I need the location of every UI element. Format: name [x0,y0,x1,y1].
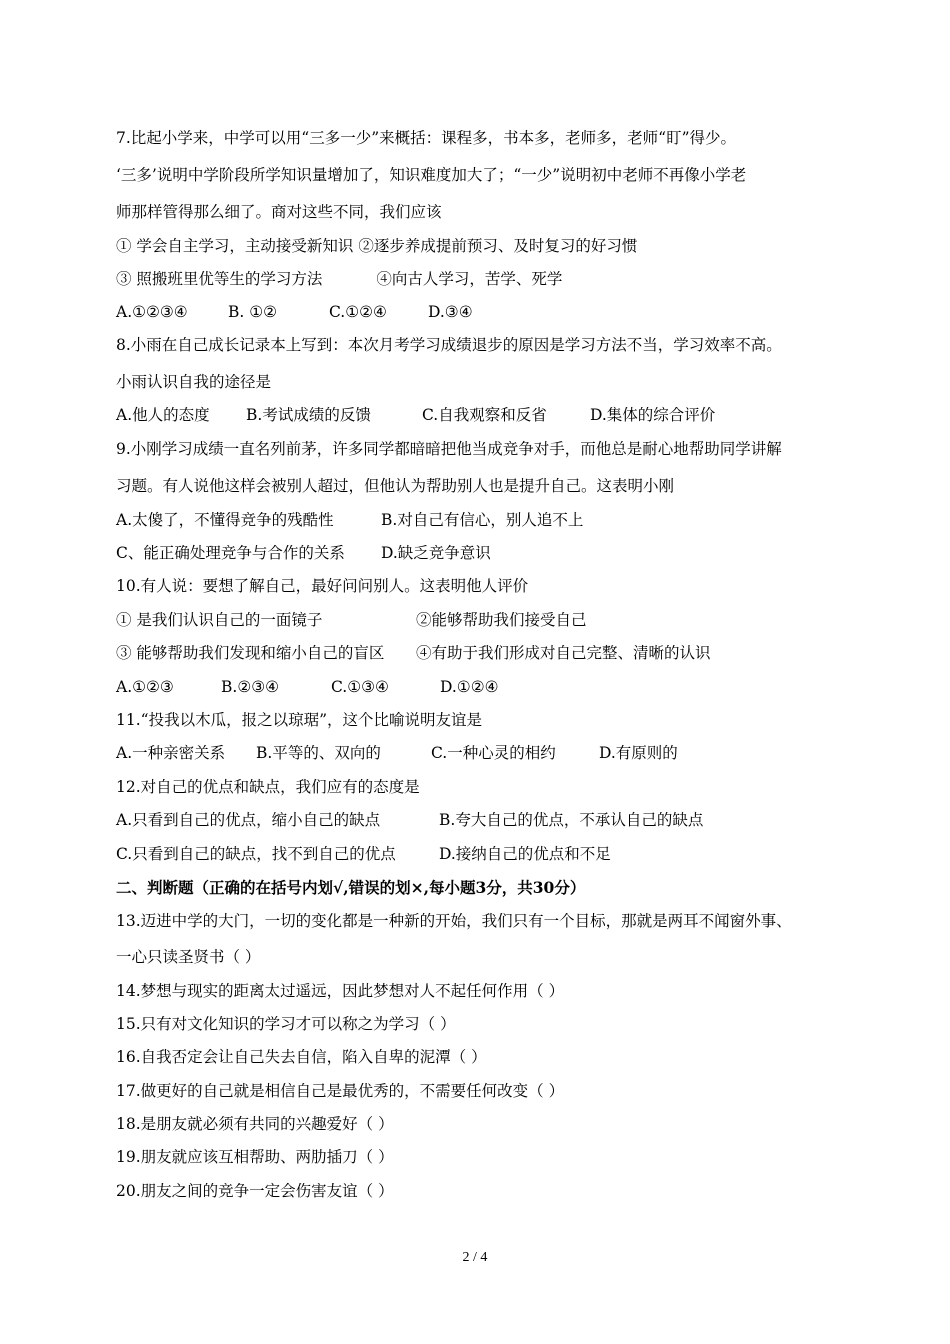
q7-option-c: C.①②④ [329,303,387,321]
q11-option-b: B.平等的、双向的 [256,744,381,762]
q9-options-ab [116,510,583,530]
q8-options [116,405,715,425]
q12-option-d: D.接纳自己的优点和不足 [439,845,611,863]
q17: 17.做更好的自己就是相信自己是最优秀的，不需要任何改变（ ） [116,1082,565,1100]
q7-option-b: B. ①② [228,303,278,321]
q10-stem: 10.有人说：要想了解自己，最好问问别人。这表明他人评价 [116,577,529,595]
q9-option-a: A.太傻了，不懂得竞争的残酷性 [116,511,334,529]
q7-statement-4: ④向古人学习，苦学、死学 [376,270,563,288]
q9-option-b: B.对自己有信心，别人追不上 [381,511,584,529]
q13-line2: 一心只读圣贤书（ ） [116,948,261,966]
q10-statement-2: ②能够帮助我们接受自己 [416,611,587,629]
q10-options [116,677,499,697]
q8-option-d: D.集体的综合评价 [590,406,716,424]
q18: 18.是朋友就必须有共同的兴趣爱好（ ） [116,1115,394,1133]
q7-stem-line3: 师那样管得那么细了。商对这些不同，我们应该 [116,203,442,221]
q12-options-ab [116,810,703,830]
q7-statement-3: ③ 照搬班里优等生的学习方法 [116,270,323,288]
q10-statement-1: ① 是我们认识自己的一面镜子 [116,611,323,629]
q14: 14.梦想与现实的距离太过遥远，因此梦想对人不起任何作用（ ） [116,982,565,1000]
q7-options [116,302,473,322]
q8-option-b: B.考试成绩的反馈 [246,406,371,424]
q8-stem-line2: 小雨认识自我的途径是 [116,373,272,391]
q9-stem-line1: 9.小刚学习成绩一直名列前茅，许多同学都暗暗把他当成竞争对手，而他总是耐心地帮助同学讲解 [116,440,782,458]
q11-option-d: D.有原则的 [599,744,678,762]
q16: 16.自我否定会让自己失去自信，陷入自卑的泥潭（ ） [116,1048,487,1066]
section-2-heading: 二、判断题（正确的在括号内划√,错误的划×,每小题3分，共30分） [116,878,586,897]
q10-option-b: B.②③④ [221,678,280,696]
q10-option-d: D.①②④ [440,678,499,696]
q12-stem: 12.对自己的优点和缺点，我们应有的态度是 [116,778,420,796]
q13-line1: 13.迈进中学的大门，一切的变化都是一种新的开始，我们只有一个目标，那就是两耳不闻窗外事、 [116,912,792,930]
q10-statement-4: ④有助于我们形成对自己完整、清晰的认识 [416,644,711,662]
q8-option-a: A.他人的态度 [116,406,210,424]
q19: 19.朋友就应该互相帮助、两肋插刀（ ） [116,1148,394,1166]
q11-options [116,743,678,763]
q7-option-a: A.①②③④ [116,303,188,321]
q10-statement-3: ③ 能够帮助我们发现和缩小自己的盲区 [116,644,385,662]
q11-stem: 11.“投我以木瓜，报之以琼琚”，这个比喻说明友谊是 [116,711,482,729]
q9-option-c: C、能正确处理竞争与合作的关系 [116,544,345,562]
q11-option-a: A.一种亲密关系 [116,744,226,762]
q7-stem-line2: ‘三多’说明中学阶段所学知识量增加了，知识难度加大了；“一少”说明初中老师不再像小学老 [116,166,747,184]
q7-statements-1-2: ① 学会自主学习，主动接受新知识 ②逐步养成提前预习、及时复习的好习惯 [116,237,638,255]
q10-statements-3-4 [116,643,711,663]
q7-statements-3-4 [116,269,562,289]
q12-option-b: B.夸大自己的优点，不承认自己的缺点 [439,811,704,829]
q10-option-c: C.①③④ [331,678,389,696]
q8-option-c: C.自我观察和反省 [422,406,547,424]
q20: 20.朋友之间的竞争一定会伤害友谊（ ） [116,1182,394,1200]
q8-stem-line1: 8.小雨在自己成长记录本上写到：本次月考学习成绩退步的原因是学习方法不当，学习效率不高。 [116,336,782,354]
q10-statements-1-2 [116,610,587,630]
q9-option-d: D.缺乏竞争意识 [381,544,491,562]
q12-option-a: A.只看到自己的优点，缩小自己的缺点 [116,811,381,829]
q7-stem-line1: 7.比起小学来，中学可以用“三多一少”来概括：课程多，书本多，老师多，老师“盯”得少。 [116,129,736,147]
q11-option-c: C.一种心灵的相约 [431,744,556,762]
q9-stem-line2: 习题。有人说他这样会被别人超过，但他认为帮助别人也是提升自己。这表明小刚 [116,477,675,495]
q12-options-cd [116,844,611,864]
q10-option-a: A.①②③ [116,678,174,696]
q7-option-d: D.③④ [428,303,473,321]
q12-option-c: C.只看到自己的缺点，找不到自己的优点 [116,845,396,863]
page-number: 2 / 4 [462,1250,488,1265]
q15: 15.只有对文化知识的学习才可以称之为学习（ ） [116,1015,456,1033]
q9-options-cd [116,543,491,563]
